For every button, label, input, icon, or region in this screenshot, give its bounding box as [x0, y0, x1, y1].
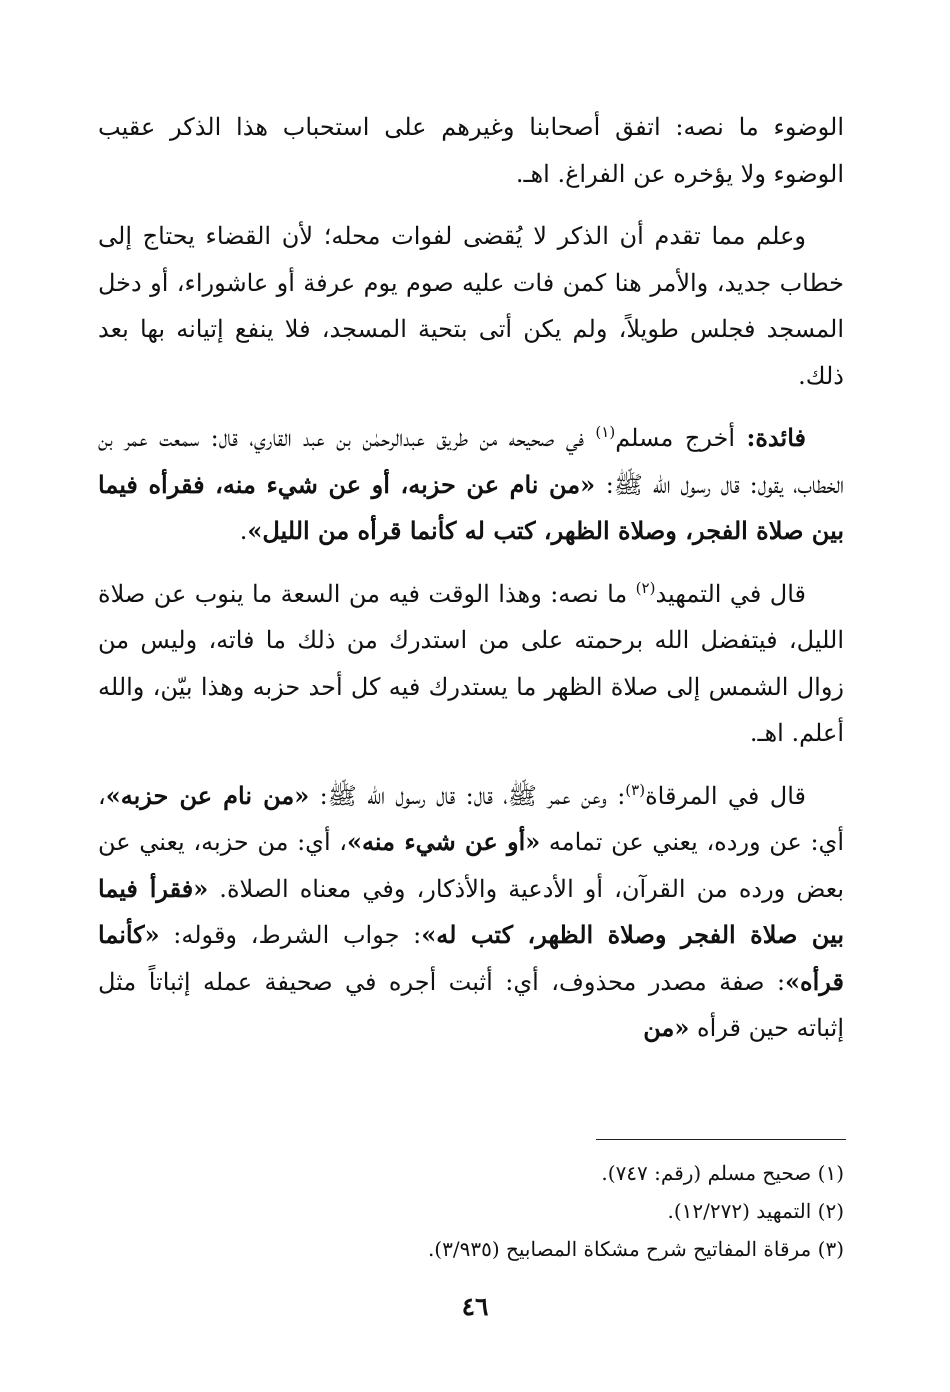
- footnote-ref-2: (٢): [635, 578, 656, 597]
- footnote-1: (١) صحيح مسلم (رقم: ٧٤٧).: [601, 1161, 844, 1185]
- paragraph-5-seg4: : جواب الشرط، وقوله:: [159, 921, 422, 949]
- paragraph-5-seg2: ، أي: عن ورده، يعني عن تمامه: [98, 781, 844, 856]
- benefit-label: فائدة:: [746, 423, 806, 452]
- paragraph-1: [98, 104, 844, 197]
- quote-2: «أو عن شيء منه»: [347, 827, 541, 856]
- footnote-ref-1: (١): [595, 423, 616, 441]
- paragraph-3-post: في صحيحه من طريق عبدالرحمٰن بن عبد القاري، قال: سمعت عمر بن الخطاب، يقول: قال رسول الله ﷺ:: [98, 424, 845, 499]
- footnote-3: (٣) مرقاة المفاتيح شرح مشكاة المصابيح (٣/٩٣٥).: [427, 1237, 844, 1261]
- paragraph-3-pre: أخرج مسلم: [615, 424, 747, 452]
- footnotes: [98, 1154, 844, 1268]
- paragraph-3-end: .: [239, 517, 248, 545]
- page-number: ٤٦: [461, 1292, 489, 1321]
- paragraph-5-seg3: ، أي: من حزبه، يعني عن بعض ورده من القرآن، أو الأدعية والأذكار، وفي معناه الصلاة.: [98, 828, 844, 903]
- paragraph-1-text: الوضوء ما نصه: اتفق أصحابنا وغيرهم على استحباب هذا الذكر عقيب الوضوء ولا يؤخره عن الفراغ. اهـ.: [98, 113, 844, 188]
- quote-1: «من نام عن حزبه»: [105, 780, 310, 810]
- paragraph-5-pre: قال في المرقاة: [645, 781, 806, 810]
- paragraph-4-post: ما نصه: وهذا الوقت فيه من السعة ما ينوب عن صلاة الليل، فيتفضل الله برحمته على من استدرك من ذلك ما فاته، وليس من زوال الشمس إلى صلاة الظهر ما يستدرك فيه كل أحد حزبه وهذا بيّن، والله أعلم. اهـ.: [98, 579, 845, 747]
- quote-3: «فقرأ فيما بين صلاة الفجر وصلاة الظهر، كتب له»: [98, 873, 845, 949]
- paragraph-5-seg5: : صفة مصدر محذوف، أي: أثبت أجره في صحيفة عمله إثباتاً مثل إثباته حين قرأه: [98, 967, 844, 1042]
- footnote-ref-3: (٣): [625, 780, 646, 799]
- quote-5: «من: [643, 1013, 690, 1042]
- paragraph-5-seg1: : وعن عمر ﷺ، قال: قال رسول الله ﷺ:: [309, 781, 626, 810]
- paragraph-5: [98, 773, 844, 1052]
- paragraph-2: [98, 213, 844, 399]
- paragraph-4-pre: قال في التمهيد: [655, 579, 806, 608]
- paragraph-4: [98, 571, 844, 757]
- paragraph-2-text: وعلم مما تقدم أن الذكر لا يُقضى لفوات محله؛ لأن القضاء يحتاج إلى خطاب جديد، والأمر هنا كمن فات عليه صوم يوم عرفة أو عاشوراء، أو دخل المسجد فجلس طويلاً، ولم يكن أتى بتحية المسجد، فلا ينفع إتيانه بها بعد ذلك.: [98, 222, 844, 390]
- main-text: [98, 104, 844, 1068]
- footnote-divider: [596, 1139, 846, 1140]
- footnote-2: (٢) التمهيد (١٢/٢٧٢).: [667, 1199, 844, 1223]
- hadith-quote: «من نام عن حزبه، أو عن شيء منه، فقرأه فيما بين صلاة الفجر، وصلاة الظهر، كتب له كأنما قرأه من الليل»: [98, 469, 844, 545]
- quote-4: «كأنما قرأه»: [98, 920, 844, 996]
- paragraph-3: [98, 415, 844, 555]
